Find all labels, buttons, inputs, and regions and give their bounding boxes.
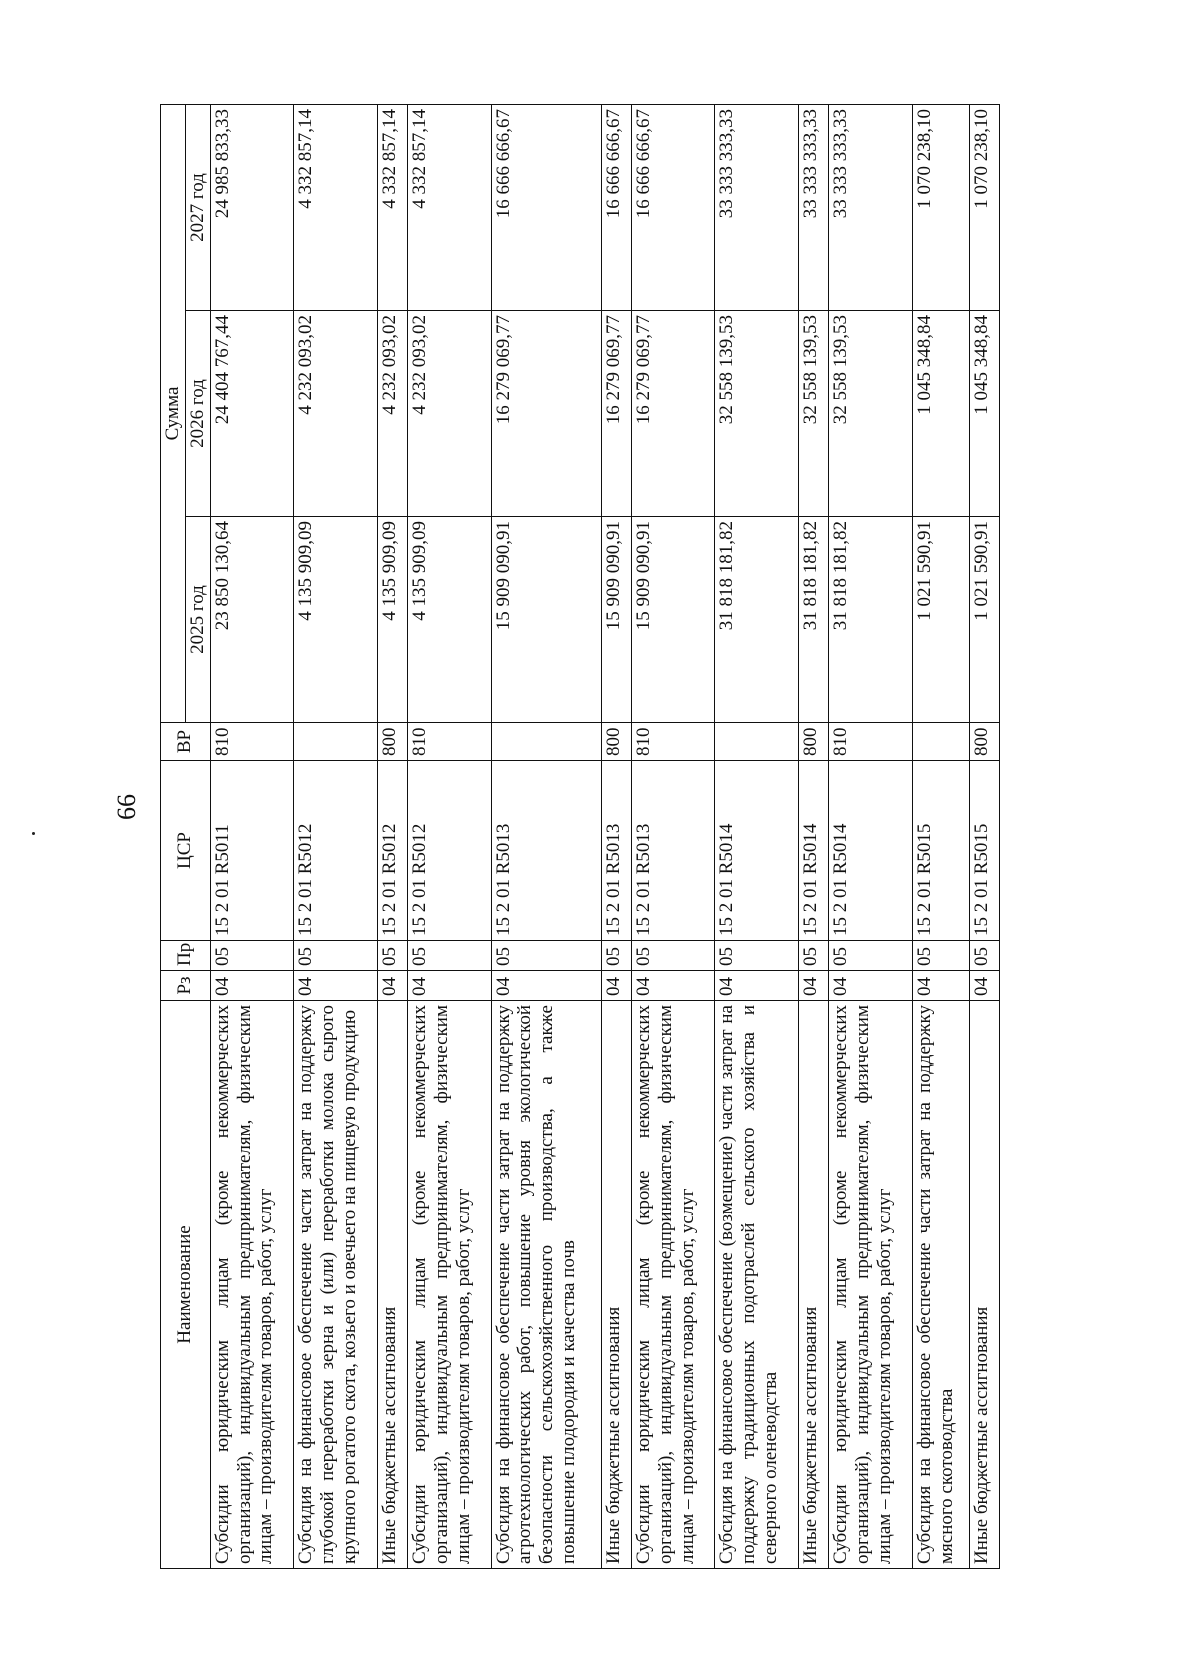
cell-pr: 05: [294, 941, 378, 971]
cell-rz: 04: [210, 971, 294, 1001]
table-row: [798, 105, 828, 1569]
cell-rz: 04: [912, 971, 969, 1001]
cell-y2027: 4 332 857,14: [407, 105, 491, 311]
header-name: Наименование: [161, 1001, 211, 1569]
header-sum: Сумма: [161, 105, 186, 723]
cell-pr: 05: [969, 941, 999, 971]
scan-speck: [32, 832, 35, 835]
table-row: [407, 105, 491, 1569]
cell-csr: 15 2 01 R5013: [491, 761, 601, 941]
cell-vr: [715, 723, 799, 761]
cell-csr: 15 2 01 R5014: [715, 761, 799, 941]
cell-name: Иные бюджетные ассигнования: [377, 1001, 407, 1569]
cell-name: Субсидии юридическим лицам (кроме некоммерческих организаций), индивидуальным предпринимателям, физическим лицам – производителям товаров, работ, услуг: [631, 1001, 715, 1569]
cell-y2026: 1 045 348,84: [912, 311, 969, 517]
cell-pr: 05: [210, 941, 294, 971]
cell-y2026: 16 279 069,77: [491, 311, 601, 517]
cell-vr: 800: [377, 723, 407, 761]
cell-vr: 810: [407, 723, 491, 761]
cell-y2025: 4 135 909,09: [407, 517, 491, 723]
cell-pr: 05: [798, 941, 828, 971]
cell-pr: 05: [715, 941, 799, 971]
cell-y2027: 33 333 333,33: [829, 105, 913, 311]
cell-csr: 15 2 01 R5012: [294, 761, 378, 941]
cell-y2025: 31 818 181,82: [715, 517, 799, 723]
cell-vr: 800: [601, 723, 631, 761]
cell-vr: 810: [210, 723, 294, 761]
cell-y2026: 4 232 093,02: [407, 311, 491, 517]
cell-y2025: 31 818 181,82: [829, 517, 913, 723]
cell-vr: 810: [829, 723, 913, 761]
cell-rz: 04: [294, 971, 378, 1001]
table-body: [210, 105, 999, 1569]
table-header: [161, 105, 211, 1569]
header-csr: ЦСР: [161, 761, 211, 941]
cell-y2027: 33 333 333,33: [715, 105, 799, 311]
table-row: [631, 105, 715, 1569]
cell-csr: 15 2 01 R5014: [798, 761, 828, 941]
cell-y2025: 1 021 590,91: [912, 517, 969, 723]
cell-vr: [294, 723, 378, 761]
cell-vr: [912, 723, 969, 761]
cell-rz: 04: [491, 971, 601, 1001]
table-row: [601, 105, 631, 1569]
budget-table: [160, 104, 1000, 1569]
cell-y2026: 4 232 093,02: [377, 311, 407, 517]
cell-name: Иные бюджетные ассигнования: [969, 1001, 999, 1569]
cell-y2026: 16 279 069,77: [631, 311, 715, 517]
cell-pr: 05: [491, 941, 601, 971]
cell-name: Иные бюджетные ассигнования: [798, 1001, 828, 1569]
cell-rz: 04: [601, 971, 631, 1001]
cell-y2027: 1 070 238,10: [969, 105, 999, 311]
cell-name: Субсидии юридическим лицам (кроме некоммерческих организаций), индивидуальным предпринимателям, физическим лицам – производителям товаров, работ, услуг: [829, 1001, 913, 1569]
cell-name: Субсидии юридическим лицам (кроме некоммерческих организаций), индивидуальным предпринимателям, физическим лицам – производителям товаров, работ, услуг: [407, 1001, 491, 1569]
cell-rz: 04: [407, 971, 491, 1001]
cell-name: Субсидия на финансовое обеспечение части затрат на поддержку мясного скотоводства: [912, 1001, 969, 1569]
cell-vr: 800: [798, 723, 828, 761]
table-row: [294, 105, 378, 1569]
header-vr: ВР: [161, 723, 211, 761]
cell-y2027: 16 666 666,67: [631, 105, 715, 311]
cell-vr: [491, 723, 601, 761]
cell-y2025: 23 850 130,64: [210, 517, 294, 723]
cell-y2025: 15 909 090,91: [491, 517, 601, 723]
cell-name: Субсидия на финансовое обеспечение части затрат на поддержку агротехнологических работ, повышение уровня экологической безопасности сельскохозяйственного производства, а также повышение плодородия и качества почв: [491, 1001, 601, 1569]
cell-y2026: 24 404 767,44: [210, 311, 294, 517]
cell-csr: 15 2 01 R5011: [210, 761, 294, 941]
table-row: [969, 105, 999, 1569]
cell-vr: 800: [969, 723, 999, 761]
cell-y2025: 4 135 909,09: [377, 517, 407, 723]
cell-csr: 15 2 01 R5013: [631, 761, 715, 941]
cell-y2027: 16 666 666,67: [491, 105, 601, 311]
cell-y2026: 1 045 348,84: [969, 311, 999, 517]
cell-vr: 810: [631, 723, 715, 761]
cell-y2025: 31 818 181,82: [798, 517, 828, 723]
cell-pr: 05: [377, 941, 407, 971]
cell-y2027: 4 332 857,14: [377, 105, 407, 311]
cell-rz: 04: [715, 971, 799, 1001]
cell-y2026: 32 558 139,53: [715, 311, 799, 517]
cell-rz: 04: [798, 971, 828, 1001]
cell-rz: 04: [969, 971, 999, 1001]
cell-y2025: 1 021 590,91: [969, 517, 999, 723]
cell-csr: 15 2 01 R5013: [601, 761, 631, 941]
table-row: [210, 105, 294, 1569]
cell-csr: 15 2 01 R5014: [829, 761, 913, 941]
table-row: [491, 105, 601, 1569]
cell-y2026: 4 232 093,02: [294, 311, 378, 517]
cell-y2026: 32 558 139,53: [798, 311, 828, 517]
cell-csr: 15 2 01 R5012: [407, 761, 491, 941]
header-2025: 2025 год: [185, 517, 210, 723]
cell-name: Субсидии юридическим лицам (кроме некоммерческих организаций), индивидуальным предпринимателям, физическим лицам – производителям товаров, работ, услуг: [210, 1001, 294, 1569]
cell-name: Субсидия на финансовое обеспечение (возмещение) части затрат на поддержку традиционных подотраслей сельского хозяйства и северного оленеводства: [715, 1001, 799, 1569]
cell-rz: 04: [829, 971, 913, 1001]
cell-y2027: 16 666 666,67: [601, 105, 631, 311]
cell-name: Иные бюджетные ассигнования: [601, 1001, 631, 1569]
cell-y2025: 15 909 090,91: [601, 517, 631, 723]
cell-y2025: 4 135 909,09: [294, 517, 378, 723]
cell-rz: 04: [377, 971, 407, 1001]
cell-y2027: 33 333 333,33: [798, 105, 828, 311]
cell-csr: 15 2 01 R5012: [377, 761, 407, 941]
cell-y2026: 16 279 069,77: [601, 311, 631, 517]
cell-csr: 15 2 01 R5015: [969, 761, 999, 941]
cell-y2027: 4 332 857,14: [294, 105, 378, 311]
cell-y2027: 1 070 238,10: [912, 105, 969, 311]
cell-y2026: 32 558 139,53: [829, 311, 913, 517]
cell-pr: 05: [829, 941, 913, 971]
cell-name: Субсидия на финансовое обеспечение части затрат на поддержку глубокой переработки зерна и (или) переработки молока сырого крупного рогатого скота, козьего и овечьего на пищевую продукцию: [294, 1001, 378, 1569]
table-row: [912, 105, 969, 1569]
cell-pr: 05: [601, 941, 631, 971]
cell-csr: 15 2 01 R5015: [912, 761, 969, 941]
header-2027: 2027 год: [185, 105, 210, 311]
cell-rz: 04: [631, 971, 715, 1001]
cell-y2025: 15 909 090,91: [631, 517, 715, 723]
cell-pr: 05: [407, 941, 491, 971]
cell-pr: 05: [912, 941, 969, 971]
page-number: 66: [112, 794, 141, 820]
header-pr: Пр: [161, 941, 211, 971]
table-row: [829, 105, 913, 1569]
cell-y2027: 24 985 833,33: [210, 105, 294, 311]
table-row: [715, 105, 799, 1569]
header-rz: Рз: [161, 971, 211, 1001]
header-2026: 2026 год: [185, 311, 210, 517]
rotated-table-wrapper: [160, 104, 1000, 1569]
cell-pr: 05: [631, 941, 715, 971]
table-row: [377, 105, 407, 1569]
